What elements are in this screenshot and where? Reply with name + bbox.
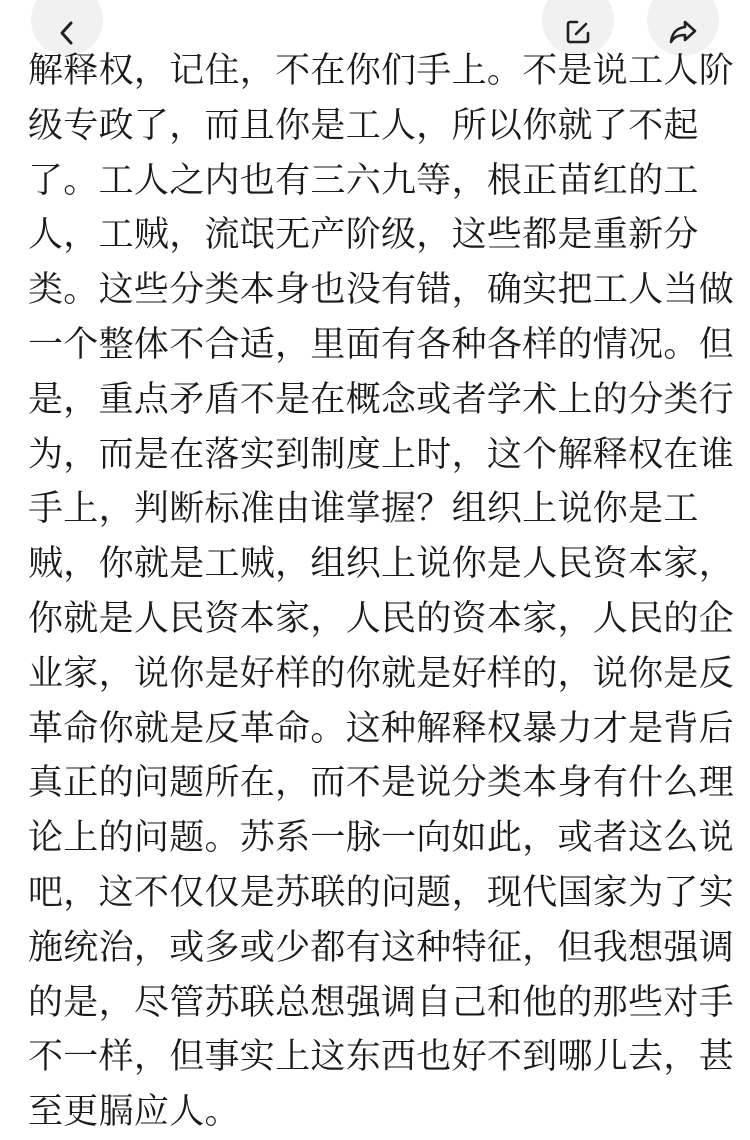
text-line: 了。工人之内也有三六九等，根正苗红的工 <box>28 160 699 201</box>
text-line: 解释权，记住，不在你们手上。不是说工人阶 <box>28 51 735 91</box>
article-body <box>28 44 735 1140</box>
text-line: 不一样，但事实上这东西也好不到哪儿去，甚 <box>28 1037 735 1078</box>
text-line: 类。这些分类本身也没有错，确实把工人当做 <box>28 270 735 311</box>
text-line: 一个整体不合适，里面有各种各样的情况。但 <box>28 324 735 365</box>
text-line: 你就是人民资本家，人民的资本家，人民的企 <box>28 598 735 639</box>
text-line: 为，而是在落实到制度上时，这个解释权在谁 <box>28 434 735 475</box>
text-line: 施统治，或多或少都有这种特征，但我想强调 <box>28 927 735 968</box>
text-line: 的是，尽管苏联总想强调自己和他的那些对手 <box>28 982 735 1023</box>
text-line: 手上，判断标准由谁掌握？组织上说你是工 <box>28 489 699 530</box>
text-line: 吧，这不仅仅是苏联的问题，现代国家为了实 <box>28 872 735 913</box>
share-arrow-icon <box>668 18 698 46</box>
text-line: 真正的问题所在，而不是说分类本身有什么理 <box>28 763 735 804</box>
text-line: 论上的问题。苏系一脉一向如此，或者这么说 <box>28 818 735 859</box>
text-line: 级专政了，而且你是工人，所以你就了不起 <box>28 105 699 146</box>
text-line: 是，重点矛盾不是在概念或者学术上的分类行 <box>28 379 735 420</box>
chevron-left-icon <box>57 20 77 46</box>
text-line: 人，工贼，流氓无产阶级，这些都是重新分 <box>28 215 699 256</box>
text-line: 革命你就是反革命。这种解释权暴力才是背后 <box>28 708 735 749</box>
text-line: 至更膈应人。 <box>28 1092 240 1133</box>
edit-square-icon <box>564 18 592 46</box>
text-line: 业家，说你是好样的你就是好样的，说你是反 <box>28 653 735 694</box>
text-line: 贼，你就是工贼，组织上说你是人民资本家， <box>28 544 735 585</box>
